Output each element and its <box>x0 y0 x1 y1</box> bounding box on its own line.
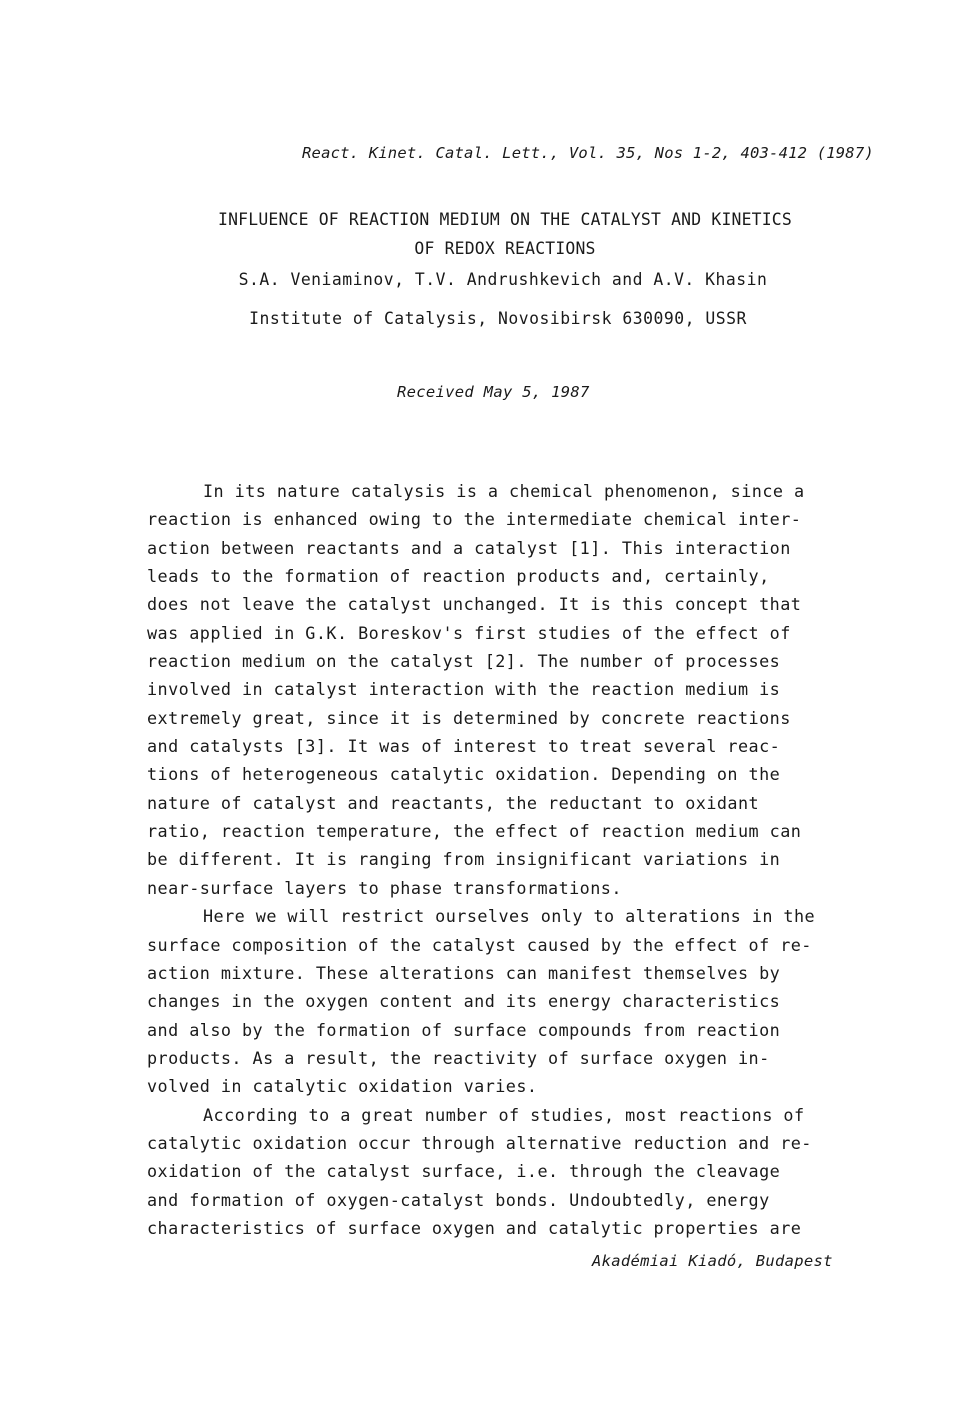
paragraph-line: and formation of oxygen-catalyst bonds. Undoubtedly, energy <box>147 1189 770 1210</box>
paragraph-line: reaction is enhanced owing to the intermediate chemical inter- <box>147 509 802 530</box>
paragraph-line: extremely great, since it is determined by concrete reactions <box>147 707 791 728</box>
title-line-1: INFLUENCE OF REACTION MEDIUM ON THE CATALYST AND KINETICS <box>218 210 792 229</box>
paragraph-line: changes in the oxygen content and its energy characteristics <box>147 991 781 1012</box>
paragraph-line: does not leave the catalyst unchanged. It is this concept that <box>147 594 802 615</box>
paragraph-line: be different. It is ranging from insignificant variations in <box>147 849 781 870</box>
paragraph-line: products. As a result, the reactivity of surface oxygen in- <box>147 1047 770 1068</box>
paragraph-line: leads to the formation of reaction products and, certainly, <box>147 566 770 587</box>
paragraph-line: and also by the formation of surface compounds from reaction <box>147 1019 781 1040</box>
publisher: Akadémiai Kiadó, Budapest <box>592 1252 833 1270</box>
paragraph-line: characteristics of surface oxygen and catalytic properties are <box>147 1217 802 1238</box>
paragraph-line: near-surface layers to phase transformations. <box>147 877 622 898</box>
paragraph-line: ratio, reaction temperature, the effect of reaction medium can <box>147 821 802 842</box>
paragraph-line: involved in catalyst interaction with the reaction medium is <box>147 679 781 700</box>
paragraph-line: and catalysts [3]. It was of interest to treat several reac- <box>147 736 781 757</box>
paragraph-line: was applied in G.K. Boreskov's first studies of the effect of <box>147 622 791 643</box>
paragraph-line: In its nature catalysis is a chemical phenomenon, since a <box>203 481 805 501</box>
affiliation: Institute of Catalysis, Novosibirsk 630090, USSR <box>249 309 747 328</box>
authors: S.A. Veniaminov, T.V. Andrushkevich and A.V. Khasin <box>238 270 768 289</box>
paragraph-line: Here we will restrict ourselves only to alterations in the <box>203 906 816 927</box>
paragraph-line: catalytic oxidation occur through alternative reduction and re- <box>147 1132 812 1153</box>
paragraph-line: action between reactants and a catalyst [1]. This interaction <box>147 537 791 558</box>
paragraph-line: surface composition of the catalyst caused by the effect of re- <box>147 934 812 955</box>
paragraph-line: tions of heterogeneous catalytic oxidation. Depending on the <box>147 764 781 785</box>
body-text <box>147 477 815 1242</box>
paragraph-line: action mixture. These alterations can manifest themselves by <box>147 962 781 983</box>
received-date: Received May 5, 1987 <box>397 383 590 401</box>
paragraph-line: oxidation of the catalyst surface, i.e. through the cleavage <box>147 1161 781 1182</box>
paragraph-line: volved in catalytic oxidation varies. <box>147 1076 538 1097</box>
paragraph-line: nature of catalyst and reactants, the reductant to oxidant <box>147 792 760 813</box>
paragraph-line: reaction medium on the catalyst [2]. The number of processes <box>147 651 781 672</box>
journal-citation: React. Kinet. Catal. Lett., Vol. 35, Nos 1-2, 403-412 (1987) <box>302 144 874 162</box>
title-line-2: OF REDOX REACTIONS <box>414 239 596 258</box>
paper-title <box>0 205 976 263</box>
paragraph-line: According to a great number of studies, most reactions of <box>203 1104 805 1125</box>
